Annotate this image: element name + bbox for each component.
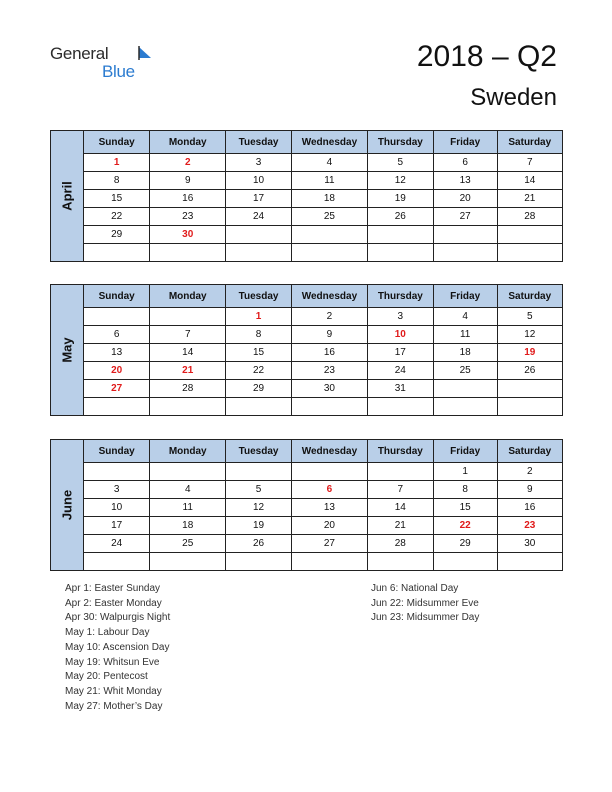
weekday-header: Friday (433, 440, 497, 463)
date-cell: 29 (433, 535, 497, 553)
date-cell: 19 (367, 190, 433, 208)
holiday-list-item: May 27: Mother’s Day (65, 700, 163, 712)
date-cell: 30 (291, 380, 367, 398)
date-cell: 13 (84, 344, 150, 362)
date-cell: 8 (226, 326, 292, 344)
date-cell (150, 398, 226, 416)
weekday-header-row (84, 285, 562, 308)
date-cell: 10 (84, 499, 150, 517)
weekday-header: Tuesday (226, 440, 292, 463)
week-row (84, 398, 562, 416)
weekday-header: Sunday (84, 440, 150, 463)
date-cell: 26 (497, 362, 562, 380)
date-cell: 12 (367, 172, 433, 190)
date-cell: 11 (433, 326, 497, 344)
week-row (84, 308, 562, 326)
date-cell: 23 (291, 362, 367, 380)
date-cell (84, 244, 150, 262)
date-cell: 18 (291, 190, 367, 208)
date-cell: 17 (226, 190, 292, 208)
date-cell: 8 (433, 481, 497, 499)
holiday-list-item: Apr 1: Easter Sunday (65, 583, 161, 594)
date-cell (84, 308, 150, 326)
date-cell (226, 398, 292, 416)
date-cell: 16 (291, 344, 367, 362)
date-cell (291, 553, 367, 571)
date-cell: 17 (84, 517, 150, 535)
weekday-header: Wednesday (291, 440, 367, 463)
date-cell: 6 (433, 154, 497, 172)
week-row (84, 190, 562, 208)
date-cell: 7 (367, 481, 433, 499)
date-cell: 8 (84, 172, 150, 190)
holiday-date-cell: 1 (84, 154, 150, 172)
date-cell: 10 (226, 172, 292, 190)
holiday-date-cell: 27 (84, 380, 150, 398)
week-row (84, 326, 562, 344)
date-cell: 14 (497, 172, 562, 190)
weekday-header: Friday (433, 131, 497, 154)
date-cell (367, 553, 433, 571)
date-cell: 24 (367, 362, 433, 380)
date-cell (433, 380, 497, 398)
holiday-date-cell: 6 (291, 481, 367, 499)
date-cell: 31 (367, 380, 433, 398)
weekday-header: Tuesday (226, 131, 292, 154)
date-cell (84, 463, 150, 481)
date-cell: 29 (84, 226, 150, 244)
date-cell: 4 (291, 154, 367, 172)
date-cell: 19 (226, 517, 292, 535)
date-cell: 27 (291, 535, 367, 553)
date-cell: 13 (291, 499, 367, 517)
week-row (84, 154, 562, 172)
date-cell: 25 (433, 362, 497, 380)
date-cell: 4 (433, 308, 497, 326)
page-title: 2018 – Q2 (416, 40, 557, 73)
date-cell: 30 (497, 535, 562, 553)
holiday-list-item: May 21: Whit Monday (65, 685, 162, 697)
date-cell (226, 463, 292, 481)
month-calendar-june (50, 439, 563, 571)
weekday-header: Sunday (84, 285, 150, 308)
date-cell: 28 (367, 535, 433, 553)
weekday-header: Saturday (497, 440, 562, 463)
date-cell: 9 (150, 172, 226, 190)
date-cell (367, 226, 433, 244)
date-cell: 14 (367, 499, 433, 517)
month-table (84, 440, 562, 570)
weekday-header: Saturday (497, 131, 562, 154)
date-cell (367, 244, 433, 262)
holiday-list-item: Jun 6: National Day (371, 583, 459, 594)
date-cell (497, 226, 562, 244)
date-cell: 16 (497, 499, 562, 517)
date-cell: 3 (367, 308, 433, 326)
date-cell: 4 (150, 481, 226, 499)
weekday-header: Wednesday (291, 131, 367, 154)
holiday-date-cell: 20 (84, 362, 150, 380)
date-cell: 28 (497, 208, 562, 226)
weekday-header: Friday (433, 285, 497, 308)
date-cell: 21 (497, 190, 562, 208)
week-row (84, 535, 562, 553)
date-cell: 25 (291, 208, 367, 226)
month-label (51, 440, 84, 570)
date-cell: 5 (367, 154, 433, 172)
holiday-list-item: May 10: Ascension Day (65, 641, 170, 653)
month-label (51, 131, 84, 261)
date-cell (84, 553, 150, 571)
weekday-header: Thursday (367, 440, 433, 463)
holiday-date-cell: 10 (367, 326, 433, 344)
weekday-header: Monday (150, 131, 226, 154)
week-row (84, 553, 562, 571)
date-cell: 20 (291, 517, 367, 535)
date-cell (226, 226, 292, 244)
date-cell: 3 (84, 481, 150, 499)
date-cell: 12 (497, 326, 562, 344)
date-cell (291, 398, 367, 416)
month-name: June (59, 489, 75, 521)
holiday-date-cell: 23 (497, 517, 562, 535)
date-cell: 5 (226, 481, 292, 499)
date-cell: 9 (291, 326, 367, 344)
date-cell (433, 244, 497, 262)
date-cell: 6 (84, 326, 150, 344)
date-cell: 7 (497, 154, 562, 172)
weekday-header: Saturday (497, 285, 562, 308)
date-cell (226, 553, 292, 571)
date-cell (84, 398, 150, 416)
week-row (84, 499, 562, 517)
date-cell: 13 (433, 172, 497, 190)
date-cell: 18 (433, 344, 497, 362)
date-cell (497, 553, 562, 571)
date-cell: 29 (226, 380, 292, 398)
weekday-header: Monday (150, 440, 226, 463)
logo-flag-icon (138, 46, 152, 60)
month-calendar-april (50, 130, 563, 262)
weekday-header: Thursday (367, 285, 433, 308)
date-cell (291, 463, 367, 481)
date-cell (150, 244, 226, 262)
country-name: Sweden (470, 84, 557, 111)
date-cell: 9 (497, 481, 562, 499)
week-row (84, 481, 562, 499)
weekday-header: Tuesday (226, 285, 292, 308)
week-row (84, 344, 562, 362)
logo (50, 44, 150, 84)
date-cell (497, 380, 562, 398)
date-cell: 3 (226, 154, 292, 172)
date-cell: 24 (84, 535, 150, 553)
month-table (84, 131, 562, 261)
weekday-header: Sunday (84, 131, 150, 154)
month-table (84, 285, 562, 415)
date-cell (150, 553, 226, 571)
holiday-list-item: May 20: Pentecost (65, 671, 148, 683)
holiday-date-cell: 21 (150, 362, 226, 380)
month-label (51, 285, 84, 415)
date-cell (150, 463, 226, 481)
week-row (84, 463, 562, 481)
week-row (84, 362, 562, 380)
date-cell: 11 (150, 499, 226, 517)
date-cell: 14 (150, 344, 226, 362)
date-cell: 24 (226, 208, 292, 226)
date-cell: 15 (84, 190, 150, 208)
holiday-date-cell: 2 (150, 154, 226, 172)
date-cell (367, 398, 433, 416)
month-name: May (59, 337, 75, 363)
date-cell (497, 244, 562, 262)
date-cell: 27 (433, 208, 497, 226)
date-cell: 17 (367, 344, 433, 362)
logo-blue-text: Blue (102, 62, 135, 81)
date-cell: 15 (226, 344, 292, 362)
holiday-list-left (65, 582, 170, 714)
holiday-list-item: Apr 30: Walpurgis Night (65, 612, 171, 624)
date-cell: 26 (367, 208, 433, 226)
date-cell: 2 (291, 308, 367, 326)
holiday-list-item: May 1: Labour Day (65, 627, 150, 639)
weekday-header: Monday (150, 285, 226, 308)
date-cell (433, 553, 497, 571)
date-cell: 11 (291, 172, 367, 190)
week-row (84, 226, 562, 244)
month-name: April (59, 181, 75, 211)
date-cell: 20 (433, 190, 497, 208)
date-cell: 23 (150, 208, 226, 226)
date-cell: 1 (433, 463, 497, 481)
holiday-date-cell: 19 (497, 344, 562, 362)
logo-general-text: General (50, 44, 109, 63)
date-cell: 12 (226, 499, 292, 517)
date-cell: 5 (497, 308, 562, 326)
weekday-header: Thursday (367, 131, 433, 154)
week-row (84, 244, 562, 262)
week-row (84, 208, 562, 226)
week-row (84, 380, 562, 398)
date-cell: 2 (497, 463, 562, 481)
holiday-list-right (371, 582, 479, 626)
date-cell: 28 (150, 380, 226, 398)
date-cell: 18 (150, 517, 226, 535)
holiday-list-item: Jun 23: Midsummer Day (371, 612, 480, 624)
date-cell (433, 398, 497, 416)
date-cell (291, 226, 367, 244)
weekday-header-row (84, 131, 562, 154)
date-cell (150, 308, 226, 326)
date-cell: 22 (84, 208, 150, 226)
date-cell: 16 (150, 190, 226, 208)
holiday-date-cell: 30 (150, 226, 226, 244)
month-calendar-may (50, 284, 563, 416)
date-cell: 25 (150, 535, 226, 553)
holiday-list-item: May 19: Whitsun Eve (65, 656, 160, 668)
date-cell: 21 (367, 517, 433, 535)
date-cell (367, 463, 433, 481)
week-row (84, 172, 562, 190)
date-cell (291, 244, 367, 262)
date-cell: 22 (226, 362, 292, 380)
week-row (84, 517, 562, 535)
date-cell: 7 (150, 326, 226, 344)
date-cell (226, 244, 292, 262)
date-cell: 26 (226, 535, 292, 553)
date-cell (497, 398, 562, 416)
date-cell: 15 (433, 499, 497, 517)
weekday-header-row (84, 440, 562, 463)
holiday-date-cell: 1 (226, 308, 292, 326)
holiday-list-item: Apr 2: Easter Monday (65, 597, 162, 609)
holiday-list-item: Jun 22: Midsummer Eve (371, 597, 479, 609)
weekday-header: Wednesday (291, 285, 367, 308)
date-cell (433, 226, 497, 244)
holiday-date-cell: 22 (433, 517, 497, 535)
